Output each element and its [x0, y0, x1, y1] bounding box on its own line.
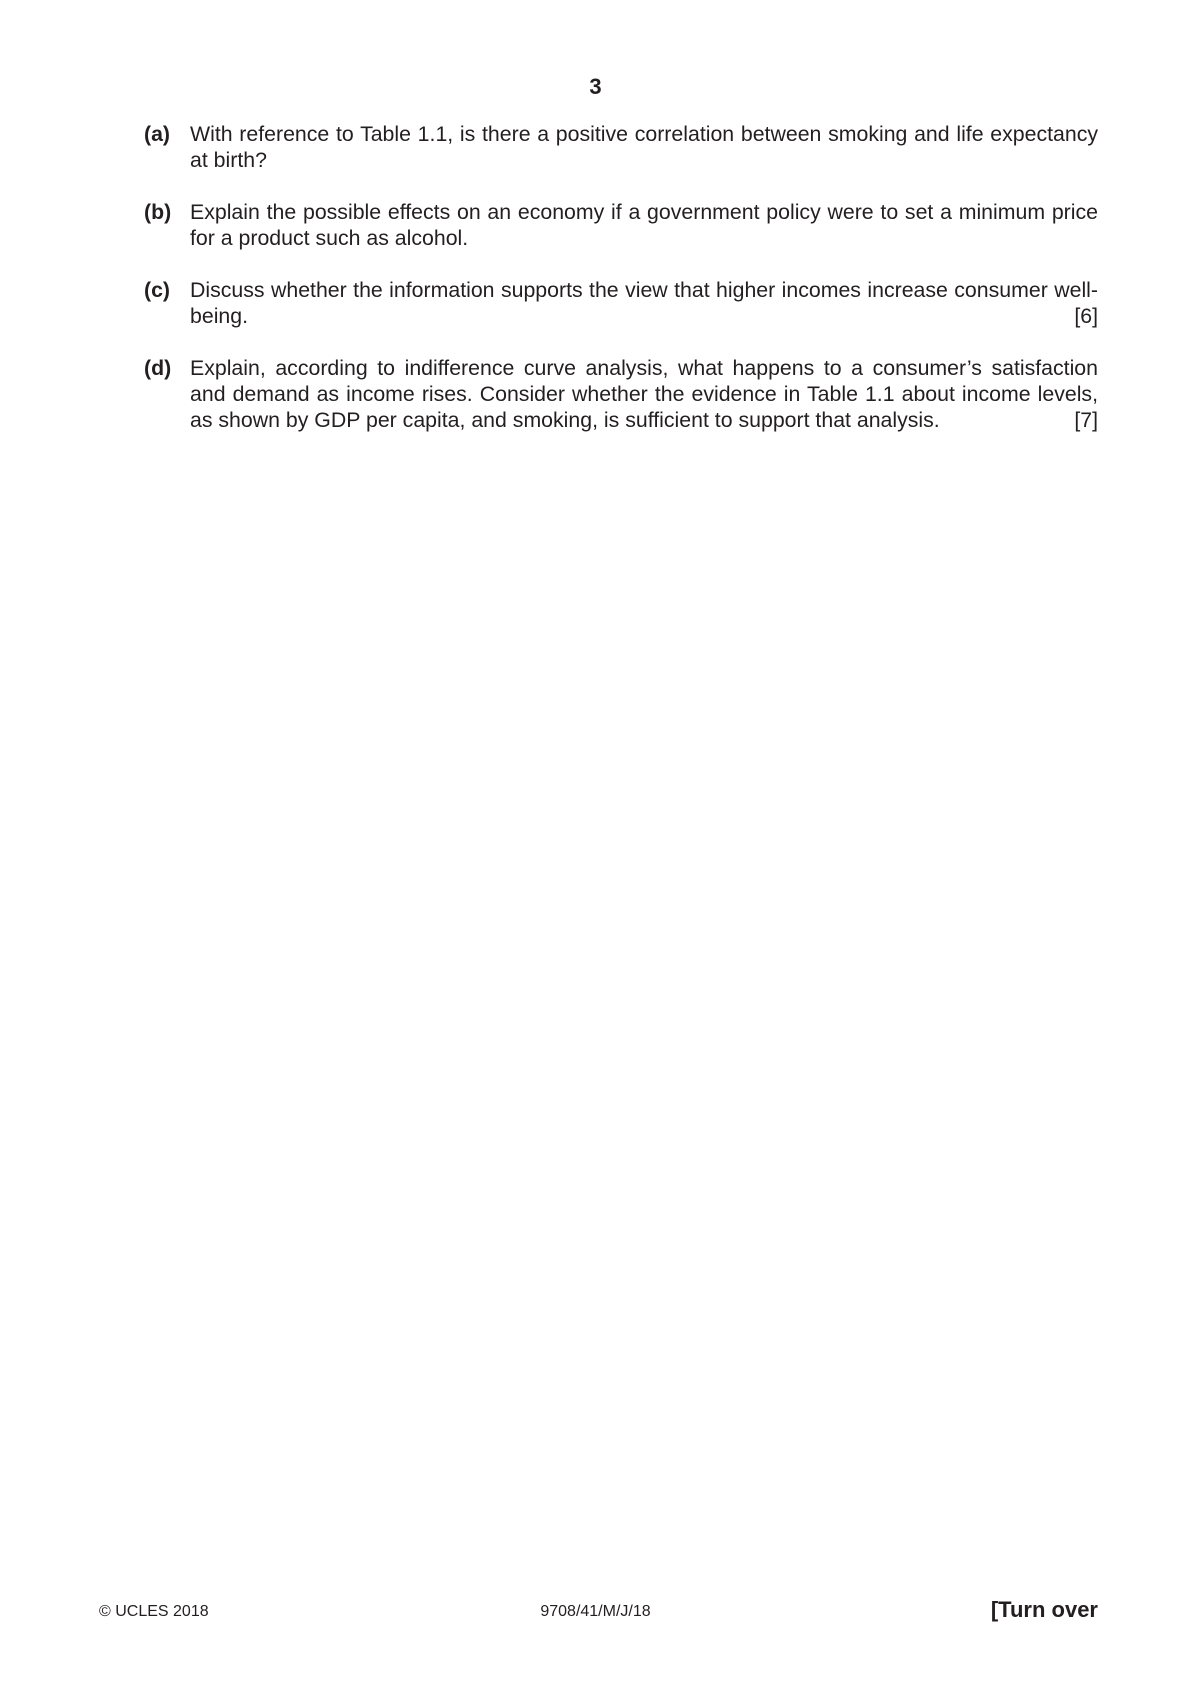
page-number: 3 [589, 74, 602, 99]
question-label: (b) [144, 200, 172, 224]
question-marks: [7] [1074, 408, 1098, 432]
paper-code: 9708/41/M/J/18 [540, 1603, 651, 1620]
question-list [144, 121, 1098, 459]
question-label: (d) [144, 356, 172, 380]
question-body: Explain the possible effects on an economy if a government policy were to set a minimum price for a product such as alcohol. [190, 200, 1098, 250]
question-body: Discuss whether the information supports the view that higher incomes increase consumer well-being. [190, 278, 1098, 328]
question-body: Explain, according to indifference curve analysis, what happens to a consumer’s satisfaction and demand as income rises. Consider whether the evidence in Table 1.1 about income levels, as shown by GDP per capita, and smoking, is sufficient to support that analysis. [190, 356, 1098, 432]
question-c [144, 277, 1098, 329]
question-body: With reference to Table 1.1, is there a positive correlation between smoking and life expectancy at birth? [190, 122, 1098, 172]
question-a [144, 121, 1098, 173]
turn-over-label: [Turn over [990, 1597, 1098, 1622]
question-text [190, 277, 1098, 329]
copyright-notice: © UCLES 2018 [99, 1603, 209, 1620]
question-label: (c) [144, 278, 171, 302]
question-marks: [6] [1074, 304, 1098, 328]
question-text [190, 199, 1098, 251]
question-d [144, 355, 1098, 433]
question-text [190, 121, 1098, 173]
question-text [190, 355, 1098, 433]
question-b [144, 199, 1098, 251]
question-label: (a) [144, 122, 171, 146]
